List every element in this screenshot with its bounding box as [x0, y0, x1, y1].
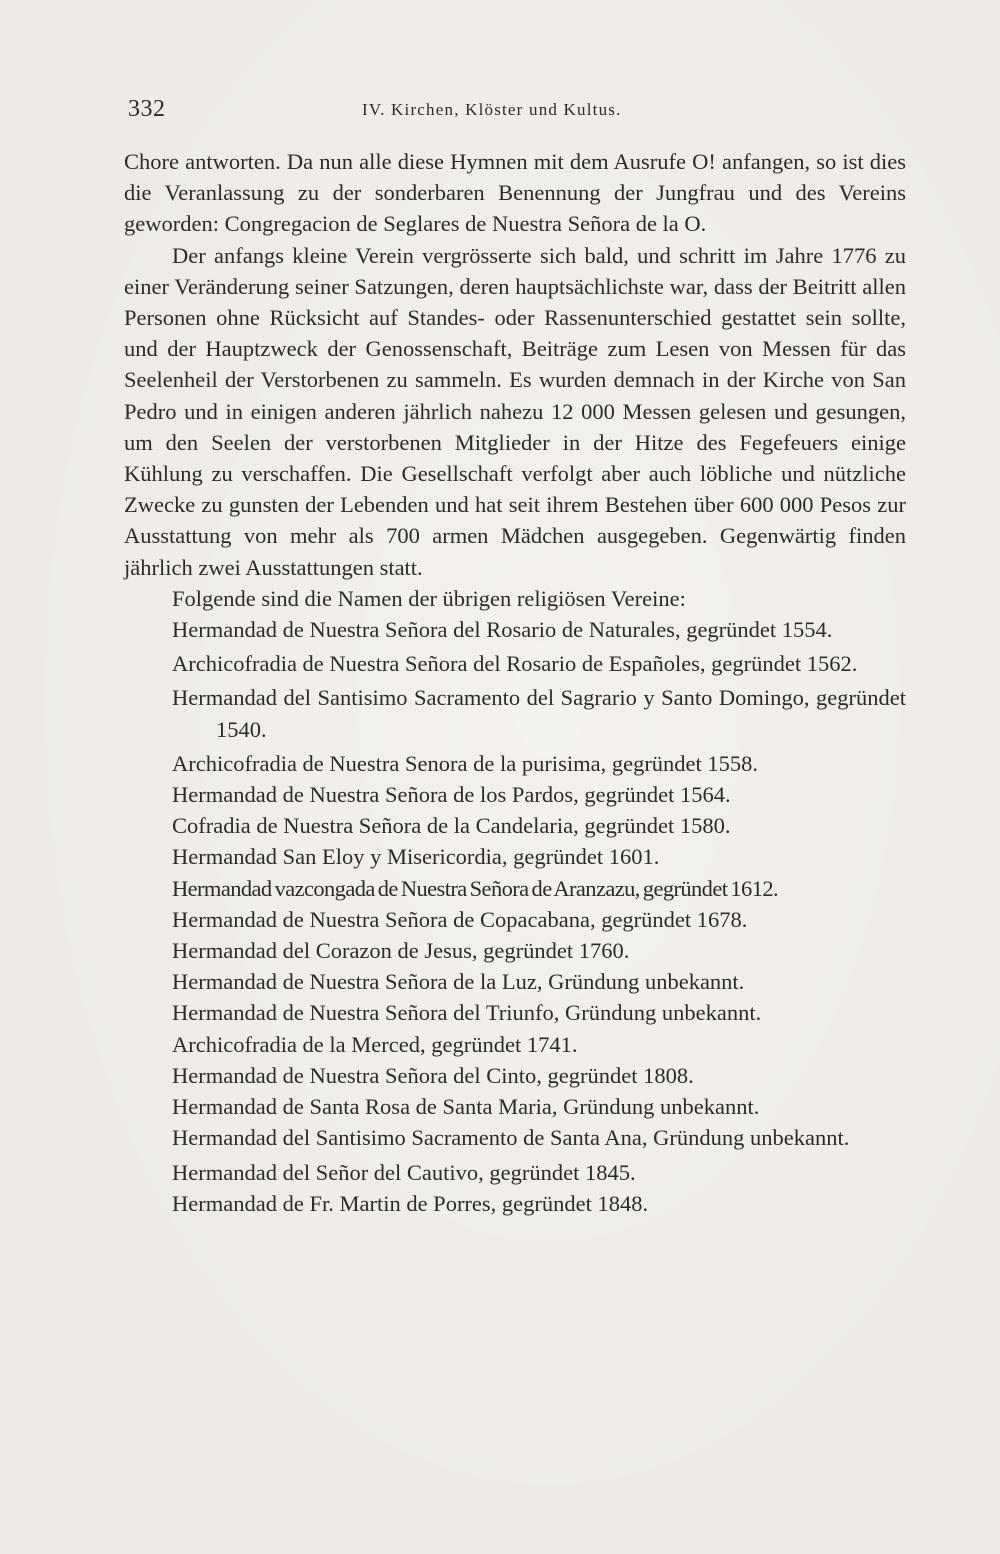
paragraph-verein: Der anfangs kleine Verein vergrösserte sich bald, und schritt im Jahre 1776 zu einer Veränderung seiner Satzungen, deren hauptsächlichste war, dass der Beitritt allen Personen ohne Rücksicht auf Standes- oder Rassenunterschied gestattet sein sollte, und der Hauptzweck der Genossenschaft, Beiträge zum Lesen von Messen für das Seelenheil der Verstorbenen zu sammeln. Es wurden demnach in der Kirche von San Pedro und in einigen anderen jährlich nahezu 12 000 Messen gelesen und gesungen, um den Seelen der verstorbenen Mitglieder in der Hitze des Fegefeuers einige Kühlung zu verschaffen. Die Gesellschaft verfolgt aber auch löbliche und nützliche Zwecke zu gunsten der Lebenden und hat seit ihrem Bestehen über 600 000 Pesos zur Ausstattung von mehr als 700 armen Mädchen ausgegeben. Gegenwärtig finden jährlich zwei Ausstattungen statt.	[124, 242, 906, 580]
list-item: Hermandad del Santisimo Sacramento del Sagrario y Santo Domingo, gegründet 1540.	[172, 685, 906, 742]
page-header	[128, 96, 908, 126]
page-number: 332	[128, 96, 166, 122]
list-item: Archicofradia de Nuestra Senora de la purisima, gegründet 1558.	[172, 750, 759, 776]
list-item: Hermandad San Eloy y Misericordia, gegründet 1601.	[172, 844, 660, 870]
list-item: Hermandad vazcongada de Nuestra Señora de Aranzazu, gegründet 1612.	[172, 875, 779, 901]
list-item: Hermandad de Santa Rosa de Santa Maria, Gründung unbekannt.	[172, 1094, 760, 1120]
list-item: Archicofradia de la Merced, gegründet 1741.	[172, 1031, 578, 1057]
list-item: Cofradia de Nuestra Señora de la Candelaria, gegründet 1580.	[172, 813, 731, 839]
list-item: Hermandad del Corazon de Jesus, gegründet 1760.	[172, 938, 630, 964]
list-item: Hermandad de Nuestra Señora del Triunfo, Gründung unbekannt.	[172, 1000, 762, 1026]
list-item: Hermandad de Fr. Martin de Porres, gegründet 1848.	[172, 1190, 649, 1216]
list-item: Hermandad del Santisimo Sacramento de Santa Ana, Gründung unbekannt.	[172, 1125, 850, 1151]
list-item: Hermandad del Señor del Cautivo, gegründet 1845.	[172, 1159, 636, 1185]
list-item: Hermandad de Nuestra Señora de los Pardos, gegründet 1564.	[172, 782, 731, 808]
body-text	[124, 146, 906, 1219]
list-item: Hermandad de Nuestra Señora de la Luz, Gründung unbekannt.	[172, 969, 745, 995]
list-item: Hermandad de Nuestra Señora del Rosario de Naturales, gegründet 1554.	[172, 617, 833, 643]
list-item: Archicofradia de Nuestra Señora del Rosario de Españoles, gegründet 1562.	[172, 651, 858, 677]
list-item: Hermandad de Nuestra Señora de Copacabana, gegründet 1678.	[172, 906, 748, 932]
list-item: Hermandad de Nuestra Señora del Cinto, gegründet 1808.	[172, 1062, 694, 1088]
paragraph-list-intro: Folgende sind die Namen der übrigen religiösen Vereine:	[172, 585, 686, 611]
association-list	[124, 614, 906, 1219]
paragraph-continuation: Chore antworten. Da nun alle diese Hymnen mit dem Ausrufe O! anfangen, so ist dies die Veranlassung zu der sonderbaren Benennung der Jungfrau und des Vereins geworden: Congregacion de Seglares de Nuestra Señora de la O.	[124, 149, 906, 237]
running-head: IV. Kirchen, Klöster und Kultus.	[362, 100, 622, 119]
